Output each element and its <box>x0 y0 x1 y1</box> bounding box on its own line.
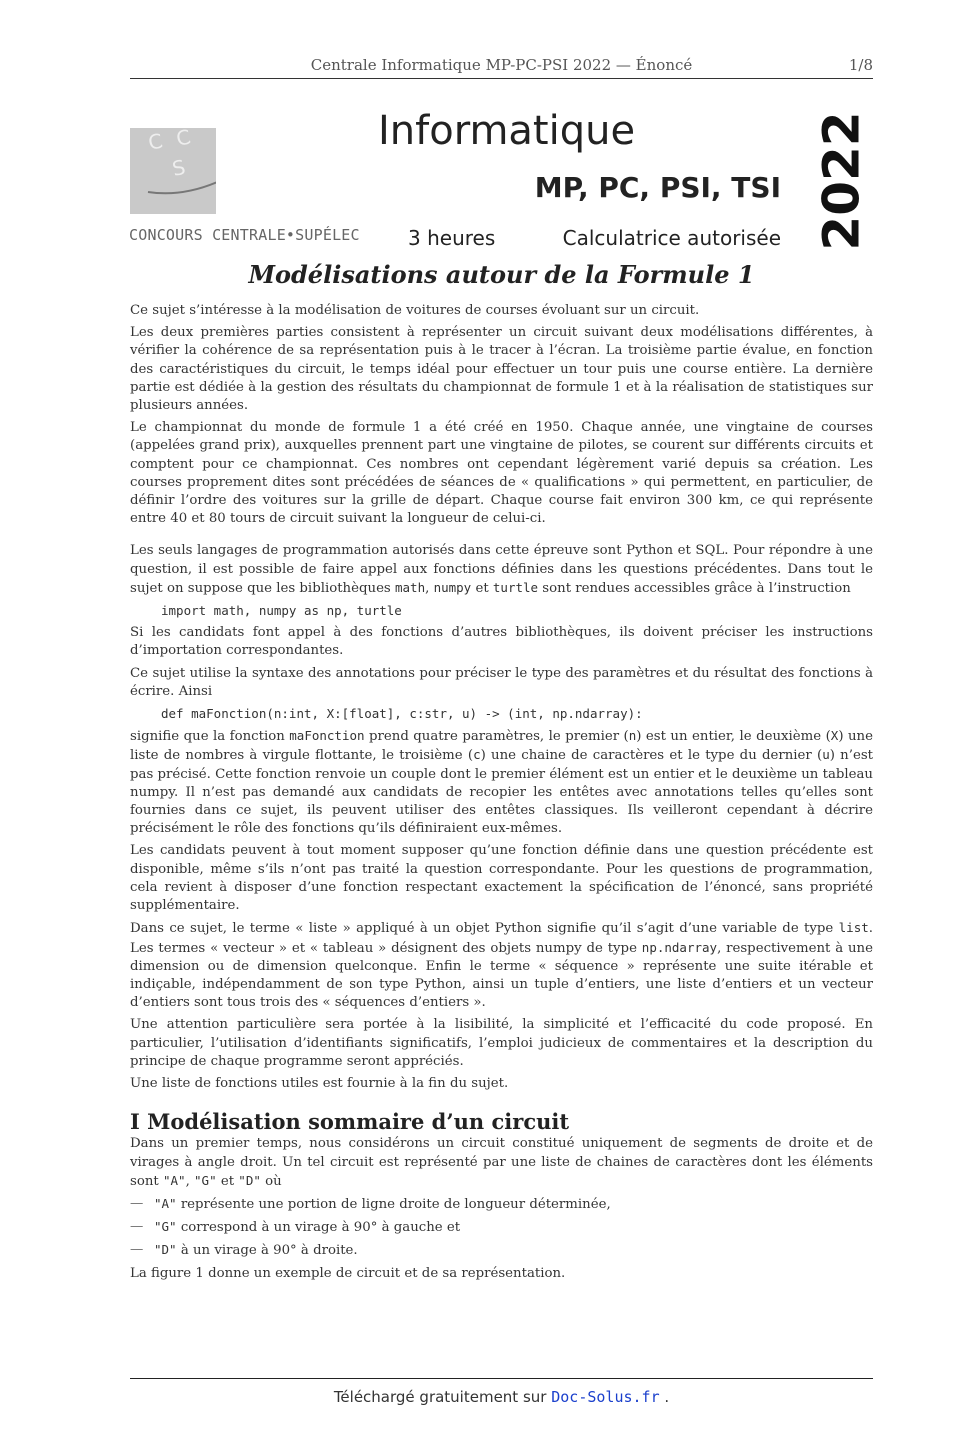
exam-year-text: 2022 <box>813 111 872 251</box>
annotations-paragraph: Ce sujet utilise la syntaxe des annotations pour préciser le type des paramètres et du résultat des fonctions à écrire. Ainsi <box>130 665 873 699</box>
circuit-element-list <box>130 1195 873 1261</box>
text-span: , <box>185 1173 190 1189</box>
import-note-paragraph: Si les candidats font appel à des fonctions d’autres bibliothèques, ils doivent préciser les instructions d’importation correspondantes. <box>130 625 873 659</box>
text-span: Dans un premier temps, nous considérons un circuit constitué uniquement de segments de droite et de virages à angle droit. Un tel circuit est représenté par une liste de chaines de caractères dont les éléments sont <box>130 1136 873 1189</box>
footer-text: Téléchargé gratuitement sur <box>333 1388 547 1406</box>
text-span: ) une chaine de caractères et le type du dernier ( <box>480 748 823 764</box>
def-code-line: def maFonction(n:int, X:[float], c:str, u) -> (int, np.ndarray): <box>161 706 643 722</box>
code-span: math <box>395 579 426 595</box>
text-span: ) une liste de nombres à virgule flottante, le troisième ( <box>130 729 873 764</box>
text-span: , <box>425 580 430 596</box>
code-span: numpy <box>433 579 472 595</box>
code-span: list <box>838 920 869 936</box>
exam-duration: 3 heures <box>408 226 496 250</box>
intro-paragraph: Ce sujet s’intéresse à la modélisation de voitures de courses évoluant sur un circuit. <box>130 303 700 318</box>
concours-logo <box>130 128 216 214</box>
availability-paragraph: Les candidats peuvent à tout moment supposer qu’une fonction définie dans une question précédente est disponible, même s’ils n’ont pas traité la question correspondante. Pour les questions de programmation, cela revient à disposer d’une fonction respectant exactement la spécification de l’énoncé, sans propriété supplémentaire. <box>130 843 873 914</box>
text-span: à un virage à 90° à droite. <box>180 1243 358 1259</box>
svg-text:C: C <box>146 128 165 155</box>
text-span: et <box>475 580 489 596</box>
attention-paragraph: Une attention particulière sera portée à la lisibilité, la simplicité et l’efficacité du code proposé. En particulier, l’utilisation d’identifiants significatifs, l’emploi judicieux de commentaires et la description du principe de chaque programme seront appréciés. <box>130 1017 873 1069</box>
text-span: . Les termes « vecteur » et « tableau » désignent des objets numpy de type <box>130 921 873 956</box>
ccs-logo-icon <box>130 128 216 214</box>
code-span: maFonction <box>289 728 365 744</box>
subject-filieres: MP, PC, PSI, TSI <box>534 171 781 204</box>
document-body <box>130 302 873 1287</box>
code-span: "D" <box>238 1172 261 1188</box>
section-heading: I Modélisation sommaire d’un circuit <box>130 1109 570 1135</box>
terms-paragraph <box>130 919 873 1012</box>
text-span: où <box>265 1173 282 1189</box>
list-item <box>130 1241 873 1260</box>
list-item <box>130 1218 873 1237</box>
header-title: Centrale Informatique MP-PC-PSI 2022 — Énoncé <box>310 56 693 74</box>
exam-page <box>130 0 873 1441</box>
text-span: sont rendues accessibles grâce à l’instruction <box>542 580 851 596</box>
footer-divider <box>130 1378 873 1379</box>
import-code-line: import math, numpy as np, turtle <box>161 603 402 619</box>
figure-reference: La figure 1 donne un exemple de circuit et de sa représentation. <box>130 1265 566 1281</box>
text-span: Les seuls langages de programmation autorisés dans cette épreuve sont Python et SQL. Pour répondre à une question, il est possible de faire appel aux fonctions définies dans les questions précédentes. Dans tout le sujet on suppose que les bibliothèques <box>130 543 873 596</box>
code-span: np.ndarray <box>641 939 718 955</box>
text-span: représente une portion de ligne droite de longueur déterminée, <box>180 1196 611 1212</box>
footer-end: . <box>664 1388 670 1406</box>
functions-list-note: Une liste de fonctions utiles est fournie à la fin du sujet. <box>130 1075 509 1091</box>
text-span: et <box>220 1173 235 1189</box>
intro-paragraph: Le championnat du monde de formule 1 a été créé en 1950. Chaque année, une vingtaine de courses (appelées grand prix), auxquelles prennent part une vingtaine de pilotes, se courent sur différents circuits et comptent pour ce championnat. Ces nombres ont cependant légèrement varié depuis sa création. Les courses proprement dites sont précédées de séances de « qualifications » qui permettent, en particulier, de définir l’ordre des voitures sur la grille de départ. Chaque course fait environ 300 km, ce qui représente entre 40 et 80 tours de circuit suivant la longueur de celui-ci. <box>130 420 873 527</box>
page-number: 1/8 <box>848 56 873 74</box>
exam-year <box>802 111 882 251</box>
code-span: u <box>822 747 830 763</box>
text-span: correspond à un virage à 90° à gauche et <box>180 1220 461 1236</box>
signature-explanation-paragraph <box>130 727 873 838</box>
code-span: turtle <box>492 579 539 595</box>
svg-text:S: S <box>170 154 188 181</box>
code-span: n <box>628 728 637 744</box>
text-span: ) est un entier, le deuxième ( <box>636 729 831 745</box>
page-footer <box>130 1388 873 1406</box>
text-span: prend quatre paramètres, le premier ( <box>369 729 629 745</box>
calculator-policy: Calculatrice autorisée <box>562 226 781 250</box>
svg-text:C: C <box>174 128 193 151</box>
list-item <box>130 1195 873 1214</box>
code-span: "A" <box>162 1172 186 1188</box>
concours-logo-text: CONCOURS CENTRALE•SUPÉLEC <box>129 226 360 244</box>
text-span: ) n’est pas précisé. Cette fonction renvoie un couple dont le premier élément est un entier et le deuxième un tableau numpy. Il n’est pas demandé aux candidats de recopier les entêtes avec annotations telles qu’elles sont fournies dans ce sujet, ils peuvent utiliser des entêtes classiques. Ils veilleront cependant à décrire précisément le rôle des fonctions qu’ils définiraient eux-mêmes. <box>130 748 874 837</box>
running-header <box>130 56 873 79</box>
code-span: c <box>473 747 481 763</box>
text-span: Dans ce sujet, le terme « liste » appliqué à un objet Python signifie qu’il s’agit d’une variable de type <box>130 921 834 937</box>
document-title: Modélisations autour de la Formule 1 <box>248 260 755 289</box>
code-span: "A" <box>154 1195 177 1211</box>
code-span: X <box>830 728 839 744</box>
languages-paragraph <box>130 542 873 598</box>
doc-solus-link[interactable]: Doc-Solus.fr <box>551 1388 660 1406</box>
code-span: "G" <box>194 1172 217 1188</box>
code-span: "D" <box>154 1242 177 1258</box>
code-span: "G" <box>154 1219 177 1235</box>
text-span: , respectivement à une dimension ou de dimension quelconque. Enfin le terme « séquence » représente une suite itérable et indiçable, indépendamment de son type Python, ainsi un tuple d’entiers, une liste d’entiers et un vecteur d’entiers sont tous trois des « séquences d’entiers ». <box>130 940 873 1011</box>
text-span: signifie que la fonction <box>130 729 285 745</box>
subject-name: Informatique <box>378 108 636 154</box>
intro-paragraph: Les deux premières parties consistent à représenter un circuit suivant deux modélisations différentes, à vérifier la cohérence de sa représentation puis à le tracer à l’écran. La troisième partie évalue, en fonction des caractéristiques du circuit, le temps idéal pour effectuer un tour puis une course entière. La dernière partie est dédiée à la gestion des résultats du championnat de formule 1 et à la réalisation de statistiques sur plusieurs années. <box>130 325 873 414</box>
section-intro-paragraph <box>130 1135 873 1191</box>
